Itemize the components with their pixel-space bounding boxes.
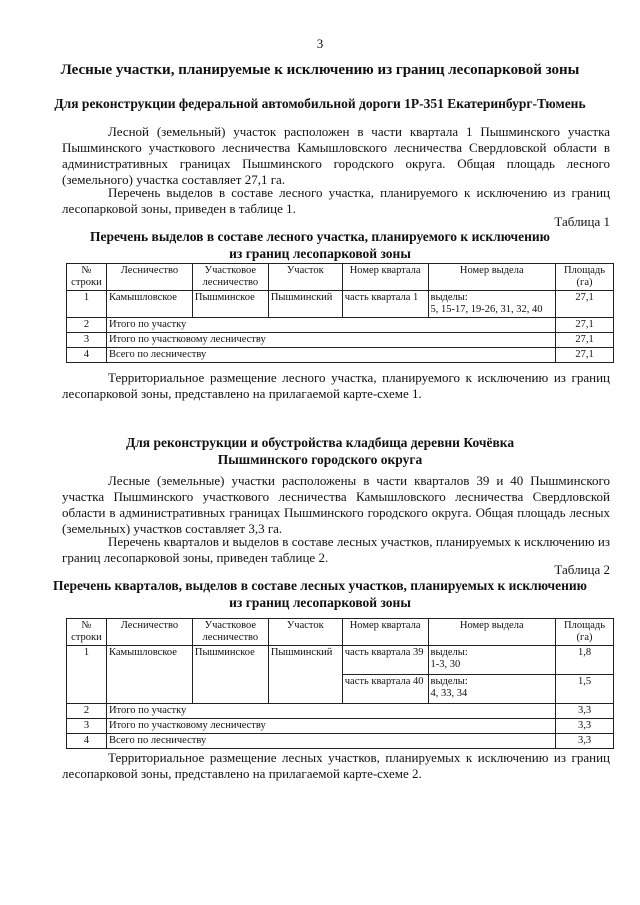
cell: Пышминское — [192, 646, 268, 704]
section1-paragraph-2: Перечень выделов в составе лесного участка, планируемого к исключению из границ лесопарковой зоны, приведен в таблице 1. — [62, 185, 610, 216]
table-header-row — [67, 619, 614, 646]
col-header: Площадь (га) — [556, 264, 614, 291]
section1-title: Для реконструкции федеральной автомобильной дороги 1Р-351 Екатеринбург-Тюмень — [54, 96, 586, 111]
table-row — [67, 318, 614, 333]
cell — [428, 646, 556, 675]
cell-line: 1-3, 30 — [430, 659, 461, 670]
cell: Итого по участку — [106, 318, 555, 333]
col-header: Участковое лесничество — [192, 619, 268, 646]
cell: 2 — [67, 704, 107, 719]
page-number: 3 — [316, 36, 324, 51]
col-header: Участок — [268, 264, 342, 291]
cell: Пышминский — [268, 646, 342, 704]
table2-caption: Таблица 2 — [554, 562, 610, 577]
cell: Камышловское — [106, 291, 192, 318]
cell: 27,1 — [556, 348, 614, 363]
cell: Всего по лесничеству — [106, 348, 555, 363]
col-header: Участковое лесничество — [192, 264, 268, 291]
table1 — [66, 263, 614, 363]
table1-title — [0, 228, 640, 262]
cell: 27,1 — [556, 291, 614, 318]
cell: 3,3 — [556, 719, 614, 734]
cell: часть квартала 1 — [342, 291, 428, 318]
cell: 27,1 — [556, 333, 614, 348]
table2 — [66, 618, 614, 749]
cell: Пышминское — [192, 291, 268, 318]
table-row — [67, 333, 614, 348]
col-header: Номер квартала — [342, 264, 428, 291]
cell: 3 — [67, 333, 107, 348]
table1-title-line2: из границ лесопарковой зоны — [229, 246, 411, 261]
col-header: Участок — [268, 619, 342, 646]
table-row — [67, 719, 614, 734]
cell-line: выделы: — [430, 647, 468, 658]
cell-line: 4, 33, 34 — [430, 688, 468, 699]
cell — [428, 291, 556, 318]
cell: 1,5 — [556, 675, 614, 704]
table-row — [67, 704, 614, 719]
col-header: Лесничество — [106, 264, 192, 291]
table-row — [67, 291, 614, 318]
cell: 4 — [67, 734, 107, 749]
cell: 4 — [67, 348, 107, 363]
cell: Итого по участковому лесничеству — [106, 719, 555, 734]
table-row — [67, 348, 614, 363]
table1-title-line1: Перечень выделов в составе лесного участка, планируемого к исключению — [89, 229, 550, 244]
cell-line: 5, 15-17, 19-26, 31, 32, 40 — [430, 304, 543, 315]
section2-title — [0, 434, 640, 468]
col-header: № строки — [67, 264, 107, 291]
col-header: Номер выдела — [428, 619, 556, 646]
cell: 2 — [67, 318, 107, 333]
table-row — [67, 646, 614, 675]
cell: 3,3 — [556, 704, 614, 719]
col-header: № строки — [67, 619, 107, 646]
section2-title-line2: Пышминского городского округа — [217, 452, 423, 467]
cell: часть квартала 39 — [342, 646, 428, 675]
cell: Пышминский — [268, 291, 342, 318]
cell: 3,3 — [556, 734, 614, 749]
table-row — [67, 734, 614, 749]
col-header: Площадь (га) — [556, 619, 614, 646]
cell: Всего по лесничеству — [106, 734, 555, 749]
cell: 3 — [67, 719, 107, 734]
cell: Итого по участковому лесничеству — [106, 333, 555, 348]
cell: 1 — [67, 291, 107, 318]
cell: часть квартала 40 — [342, 675, 428, 704]
section2-paragraph-3: Территориальное размещение лесных участков, планируемых к исключению из границ лесопарковой зоны, представлено на прилагаемой карте-схеме 2. — [62, 750, 610, 781]
col-header: Номер квартала — [342, 619, 428, 646]
table-header-row — [67, 264, 614, 291]
section1-paragraph-3: Территориальное размещение лесного участка, планируемого к исключению из границ лесопарковой зоны, представлено на прилагаемой карте-схеме 1. — [62, 370, 610, 401]
cell — [428, 675, 556, 704]
section2-title-line1: Для реконструкции и обустройства кладбища деревни Кочёвка — [125, 435, 515, 450]
section1-paragraph-1: Лесной (земельный) участок расположен в части квартала 1 Пышминского участка Пышминского участкового лесничества Камышловского лесничества Свердловской области в административных границах Пышминского городского округа. Общая площадь лесного (земельного) участка составляет 27,1 га. — [62, 124, 610, 187]
section2-paragraph-2: Перечень кварталов и выделов в составе лесных участков, планируемых к исключению из границ лесопарковой зоны, приведен таблице 2. — [62, 534, 610, 565]
cell: Камышловское — [106, 646, 192, 704]
table1-caption: Таблица 1 — [554, 214, 610, 229]
cell: Итого по участку — [106, 704, 555, 719]
cell: 1 — [67, 646, 107, 704]
cell: 1,8 — [556, 646, 614, 675]
table2-title — [0, 577, 640, 611]
cell-line: выделы: — [430, 676, 468, 687]
cell-line: выделы: — [430, 292, 468, 303]
section2-paragraph-1: Лесные (земельные) участки расположены в части кварталов 39 и 40 Пышминского участка Пышминского участкового лесничества Камышловского лесничества Свердловской области в административных границах Пышминского городского округа. Общая площадь лесных (земельных) участков составляет 3,3 га. — [62, 473, 610, 536]
cell: 27,1 — [556, 318, 614, 333]
col-header: Лесничество — [106, 619, 192, 646]
table2-title-line1: Перечень кварталов, выделов в составе лесных участков, планируемых к исключению — [53, 578, 587, 593]
col-header: Номер выдела — [428, 264, 556, 291]
table2-title-line2: из границ лесопарковой зоны — [229, 595, 411, 610]
page-title: Лесные участки, планируемые к исключению из границ лесопарковой зоны — [60, 62, 580, 78]
